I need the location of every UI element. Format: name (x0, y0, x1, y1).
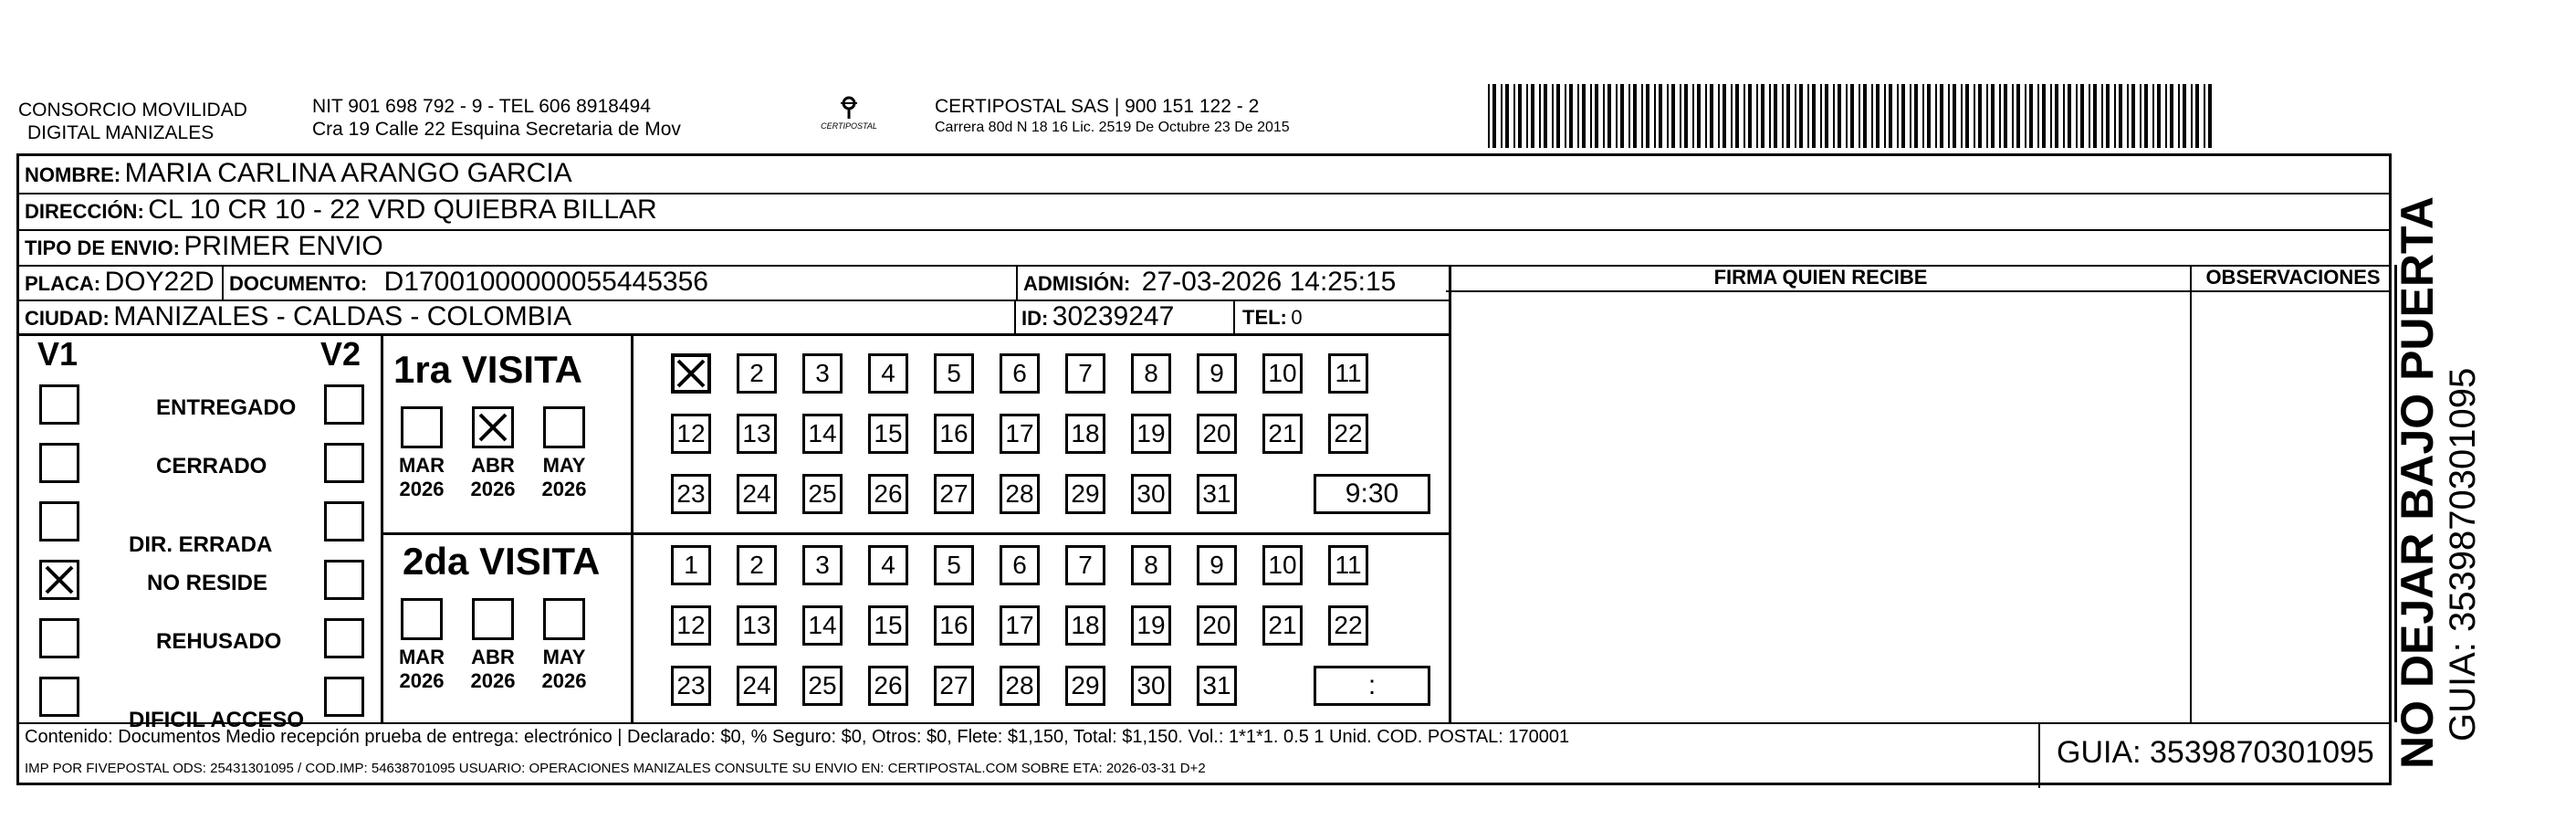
status-label: REHUSADO (156, 629, 282, 654)
month-checkbox[interactable] (401, 406, 443, 448)
side-notice (2392, 196, 2483, 769)
nombre-label: NOMBRE: (25, 163, 121, 186)
day-box[interactable]: 14 (802, 414, 843, 454)
day-box[interactable]: 26 (868, 666, 908, 706)
v1-checkbox[interactable] (39, 501, 79, 541)
admision-cell (1023, 267, 1396, 298)
day-box[interactable]: 30 (1131, 474, 1171, 514)
day-box[interactable]: 1 (671, 545, 711, 585)
barcode (1488, 84, 2214, 148)
day-box[interactable]: 30 (1131, 666, 1171, 706)
day-box[interactable]: 15 (868, 605, 908, 646)
side-guia: GUIA: 3539870301095 (2443, 367, 2483, 741)
tel-cell (1242, 306, 1303, 330)
v2-checkbox[interactable] (324, 560, 364, 600)
month-label: MAR 2026 (398, 646, 445, 692)
day-box[interactable]: 3 (802, 353, 843, 394)
status-label: DIFICIL ACCESO (129, 708, 305, 732)
day-box[interactable]: 2 (737, 353, 777, 394)
day-box[interactable]: 8 (1131, 353, 1171, 394)
status-label: CERRADO (156, 454, 267, 478)
day-box[interactable]: 4 (868, 353, 908, 394)
day-box[interactable]: 19 (1131, 605, 1171, 646)
nombre-row (25, 158, 572, 189)
ciudad-label: CIUDAD: (25, 307, 110, 330)
day-box[interactable]: 4 (868, 545, 908, 585)
company-line-1: CONSORCIO MOVILIDAD (18, 100, 247, 121)
day-box[interactable]: 6 (1000, 545, 1040, 585)
day-box[interactable]: 12 (671, 605, 711, 646)
placa-label: PLACA: (25, 272, 101, 295)
observaciones-header: OBSERVACIONES (2205, 266, 2381, 289)
firma-header: FIRMA QUIEN RECIBE (1713, 266, 1928, 289)
footer-contents: Contenido: Documentos Medio recepción prueba de entrega: electrónico | Declarado: $0, % Seguro: $0, Otros: $0, Flete: $1,150, Total: $1,150. Vol.: 1*1*1. 0.5 1 Unid. COD. POSTAL: 170001 (25, 727, 1570, 747)
day-box[interactable]: 7 (1065, 353, 1105, 394)
time-box[interactable]: 9:30 (1314, 474, 1430, 514)
day-box[interactable]: 18 (1065, 605, 1105, 646)
tipo-envio-row (25, 231, 383, 262)
delivery-form (16, 153, 2392, 785)
time-box[interactable]: : (1314, 666, 1430, 706)
v2-checkbox[interactable] (324, 677, 364, 717)
day-box[interactable]: 11 (1328, 545, 1368, 585)
documento-cell (229, 267, 708, 298)
day-box[interactable]: 18 (1065, 414, 1105, 454)
status-label: NO RESIDE (147, 571, 268, 595)
company-contact (312, 95, 681, 141)
month-label: ABR 2026 (470, 454, 516, 500)
day-box[interactable]: 17 (1000, 414, 1040, 454)
direccion-row (25, 194, 657, 226)
status-label: DIR. ERRADA (129, 532, 273, 557)
day-box[interactable]: 27 (934, 666, 974, 706)
address-line: Cra 19 Calle 22 Esquina Secretaria de Mov (312, 119, 681, 140)
v2-header: V2 (320, 335, 361, 373)
certipostal-info (935, 95, 1290, 138)
day-box[interactable]: 6 (1000, 353, 1040, 394)
first-visit-title: 1ra VISITA (393, 348, 582, 391)
day-box[interactable]: 10 (1262, 353, 1303, 394)
day-box[interactable]: 29 (1065, 666, 1105, 706)
placa-cell (25, 267, 215, 298)
month-checkbox[interactable] (472, 598, 514, 640)
day-box[interactable]: 16 (934, 605, 974, 646)
check-mark-icon (675, 357, 707, 390)
documento-label: DOCUMENTO: (229, 272, 368, 295)
day-box[interactable]: 3 (802, 545, 843, 585)
month-label: MAY 2026 (541, 454, 587, 500)
v1-checkbox[interactable] (39, 618, 79, 658)
day-box[interactable]: 23 (671, 666, 711, 706)
v2-checkbox[interactable] (324, 384, 364, 425)
month-checkbox[interactable] (543, 406, 585, 448)
day-box[interactable]: 13 (737, 414, 777, 454)
month-label: MAR 2026 (398, 454, 445, 500)
day-box[interactable]: 9 (1197, 545, 1237, 585)
certipostal-logo (817, 95, 881, 131)
day-box[interactable]: 21 (1262, 605, 1303, 646)
id-label: ID: (1021, 307, 1049, 330)
admision-label: ADMISIÓN: (1023, 272, 1131, 295)
day-box[interactable]: 31 (1197, 474, 1237, 514)
day-box[interactable]: 11 (1328, 353, 1368, 394)
day-box[interactable]: 22 (1328, 414, 1368, 454)
id-cell (1021, 301, 1174, 332)
id-value: 30239247 (1052, 301, 1175, 331)
day-box[interactable]: 29 (1065, 474, 1105, 514)
month-checkbox[interactable] (543, 598, 585, 640)
nit-line: NIT 901 698 792 - 9 - TEL 606 8918494 (312, 96, 651, 117)
day-box[interactable]: 14 (802, 605, 843, 646)
month-checkbox[interactable] (401, 598, 443, 640)
logo-icon (835, 95, 863, 121)
day-box[interactable]: 12 (671, 414, 711, 454)
admision-value: 27-03-2026 14:25:15 (1141, 267, 1397, 297)
day-box[interactable]: 17 (1000, 605, 1040, 646)
day-box[interactable]: 16 (934, 414, 974, 454)
placa-value: DOY22D (104, 267, 215, 297)
v1-checkbox[interactable] (39, 443, 79, 483)
day-box[interactable]: 5 (934, 545, 974, 585)
tel-label: TEL: (1242, 306, 1287, 329)
check-mark-icon (476, 411, 509, 444)
day-box[interactable]: 28 (1000, 474, 1040, 514)
tel-value: 0 (1291, 306, 1303, 329)
day-box[interactable]: 31 (1197, 666, 1237, 706)
check-mark-icon (43, 563, 76, 596)
v2-checkbox[interactable] (324, 618, 364, 658)
nombre-value: MARIA CARLINA ARANGO GARCIA (124, 158, 572, 188)
day-box[interactable]: 5 (934, 353, 974, 394)
ciudad-value: MANIZALES - CALDAS - COLOMBIA (113, 301, 572, 331)
day-box[interactable]: 7 (1065, 545, 1105, 585)
day-box[interactable]: 13 (737, 605, 777, 646)
day-box[interactable]: 10 (1262, 545, 1303, 585)
company-line-2: DIGITAL MANIZALES (27, 122, 215, 143)
logo-caption: CERTIPOSTAL (821, 121, 877, 131)
v1-checkbox[interactable] (39, 677, 79, 717)
company-name (18, 99, 247, 144)
v1-header: V1 (37, 335, 79, 373)
day-box[interactable]: 24 (737, 666, 777, 706)
day-box[interactable]: 28 (1000, 666, 1040, 706)
day-box[interactable]: 24 (737, 474, 777, 514)
month-label: ABR 2026 (470, 646, 516, 692)
day-box[interactable]: 9 (1197, 353, 1237, 394)
day-box[interactable]: 25 (802, 666, 843, 706)
v2-checkbox[interactable] (324, 443, 364, 483)
day-box[interactable]: 27 (934, 474, 974, 514)
day-box[interactable]: 23 (671, 474, 711, 514)
direccion-value: CL 10 CR 10 - 22 VRD QUIEBRA BILLAR (148, 194, 657, 225)
footer-imp-info: IMP POR FIVEPOSTAL ODS: 25431301095 / COD.IMP: 54638701095 USUARIO: OPERACIONES MANIZALES CONSULTE SU ENVIO EN: CERTIPOSTAL.COM SOBRE ETA: 2026-03-31 D+2 (25, 761, 1206, 776)
direccion-label: DIRECCIÓN: (25, 200, 144, 223)
no-dejar-bajo-puerta: NO DEJAR BAJO PUERTA (2392, 196, 2443, 769)
v2-checkbox[interactable] (324, 501, 364, 541)
documento-value: D17001000000055445356 (383, 267, 708, 297)
day-box[interactable]: 19 (1131, 414, 1171, 454)
footer-guia: GUIA: 3539870301095 (2057, 735, 2374, 770)
month-label: MAY 2026 (541, 646, 587, 692)
day-box[interactable]: 20 (1197, 414, 1237, 454)
v1-checkbox[interactable] (39, 384, 79, 425)
tipo-envio-label: TIPO DE ENVIO: (25, 237, 180, 259)
day-box[interactable]: 22 (1328, 605, 1368, 646)
day-box[interactable]: 20 (1197, 605, 1237, 646)
day-box[interactable]: 8 (1131, 545, 1171, 585)
tipo-envio-value: PRIMER ENVIO (183, 231, 383, 261)
day-box[interactable]: 26 (868, 474, 908, 514)
day-box[interactable]: 21 (1262, 414, 1303, 454)
second-visit-title: 2da VISITA (403, 540, 601, 583)
day-box[interactable]: 2 (737, 545, 777, 585)
day-box[interactable]: 25 (802, 474, 843, 514)
status-label: ENTREGADO (156, 395, 297, 420)
certipostal-line-1: CERTIPOSTAL SAS | 900 151 122 - 2 (935, 96, 1260, 117)
certipostal-line-2: Carrera 80d N 18 16 Lic. 2519 De Octubre 23 De 2015 (935, 120, 1290, 135)
day-box[interactable]: 15 (868, 414, 908, 454)
ciudad-cell (25, 301, 571, 332)
